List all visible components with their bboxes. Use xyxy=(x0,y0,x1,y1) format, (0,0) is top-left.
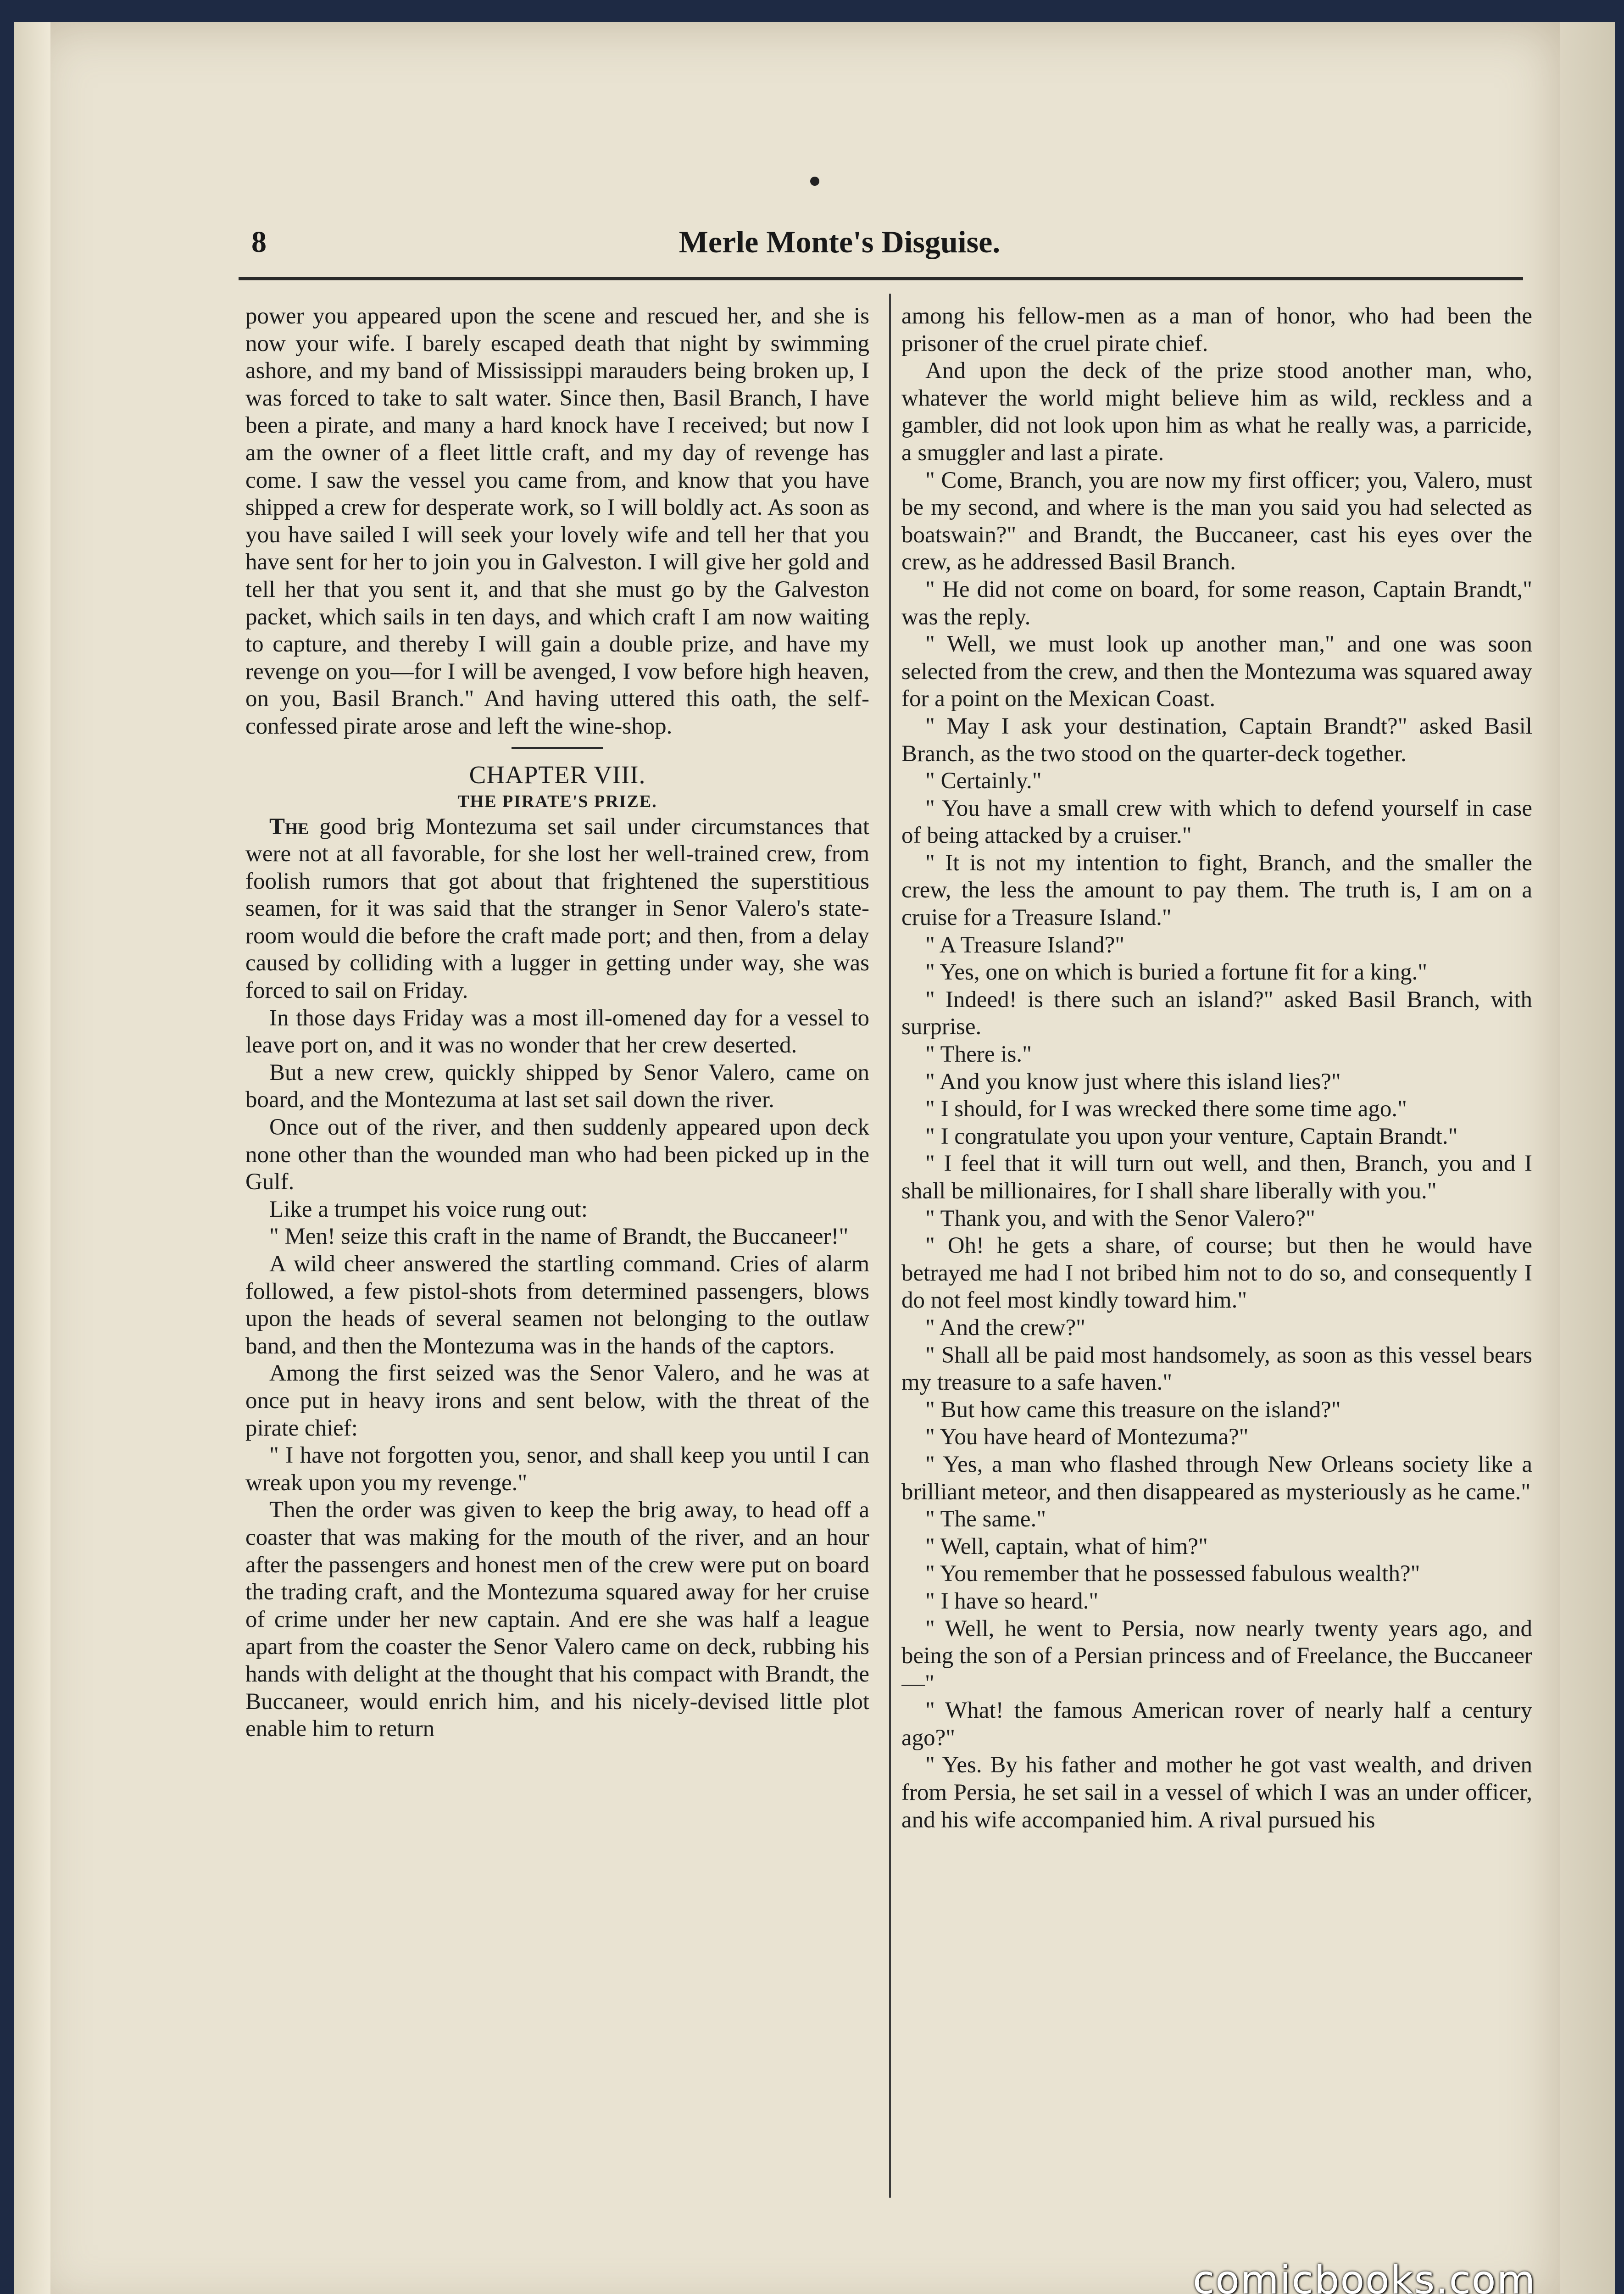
paragraph: " The same." xyxy=(925,1506,1046,1532)
paragraph: " Shall all be paid most handsomely, as soon as this vessel bears my treasure to a safe haven." xyxy=(901,1342,1532,1396)
page-edge xyxy=(1560,22,1615,2294)
paragraph: " It is not my intention to fight, Branch, and the smaller the crew, the less the amount to pay them. The truth is, I am on a cruise for a Treasure Island." xyxy=(901,850,1532,931)
paragraph: " What! the famous American rover of nearly half a century ago?" xyxy=(901,1698,1532,1751)
chapter-first-word: The xyxy=(269,813,309,840)
paragraph: In those days Friday was a most ill-omened day for a vessel to leave port on, and it was no wonder that her crew deserted. xyxy=(245,1005,869,1058)
left-column xyxy=(245,303,869,2202)
paragraph: " Oh! he gets a share, of course; but then he would have betrayed me had I not bribed him not to do so, and consequently I do not feel most kindly toward him." xyxy=(901,1233,1532,1314)
paragraph: Among the first seized was the Senor Valero, and he was at once put in heavy irons and sent below, with the threat of the pirate chief: xyxy=(245,1360,869,1441)
paragraph: " You have heard of Montezuma?" xyxy=(925,1424,1249,1450)
paragraph: " You have a small crew with which to defend yourself in case of being attacked by a cruiser." xyxy=(901,795,1532,849)
paragraph: A wild cheer answered the startling command. Cries of alarm followed, a few pistol-shots from determined passengers, blows upon the heads of several seamen not belonging to the outlaw band, and then the Montezuma was in the hands of the captors. xyxy=(245,1251,869,1359)
paragraph-text: good brig Montezuma set sail under circumstances that were not at all favorable, for she lost her well-trained crew, from foolish rumors that got about that frightened the superstitious seamen, for it was said that the stranger in Senor Valero's state-room would die before the craft made port; and then, from a delay caused by colliding with a lugger in getting under way, she was forced to sail on Friday. xyxy=(245,813,869,1004)
paragraph: " There is." xyxy=(925,1041,1032,1068)
paragraph: " And the crew?" xyxy=(925,1314,1085,1341)
paragraph: " Well, captain, what of him?" xyxy=(925,1533,1208,1559)
paragraph: But a new crew, quickly shipped by Senor Valero, came on board, and the Montezuma at last set sail down the river. xyxy=(245,1059,869,1113)
paragraph: " May I ask your destination, Captain Brandt?" asked Basil Branch, as the two stood on the quarter-deck together. xyxy=(901,713,1532,767)
paragraph: Like a trumpet his voice rung out: xyxy=(269,1196,588,1222)
paragraph: " Men! seize this craft in the name of Brandt, the Buccaneer!" xyxy=(269,1224,849,1250)
paragraph: " He did not come on board, for some reason, Captain Brandt," was the reply. xyxy=(901,576,1532,630)
paragraph: " Come, Branch, you are now my first officer; you, Valero, must be my second, and where is the man you said you had selected as boatswain?" and Brandt, the Buccaneer, cast his eyes over the crew, as he addressed Basil Branch. xyxy=(901,467,1532,575)
paragraph: " But how came this treasure on the island?" xyxy=(925,1397,1341,1423)
paragraph: " Thank you, and with the Senor Valero?" xyxy=(925,1205,1315,1231)
paragraph: " I have so heard." xyxy=(925,1588,1099,1614)
paragraph: " I should, for I was wrecked there some time ago." xyxy=(925,1096,1407,1122)
chapter-title: CHAPTER VIII. xyxy=(469,760,646,789)
page-number: 8 xyxy=(251,225,267,259)
paragraph: among his fellow-men as a man of honor, who had been the prisoner of the cruel pirate chief. xyxy=(901,303,1532,356)
paragraph xyxy=(245,813,869,1005)
print-dot xyxy=(810,177,819,186)
chapter-subtitle: THE PIRATE'S PRIZE. xyxy=(457,791,657,811)
watermark: comicbooks.com xyxy=(1193,2257,1536,2294)
column-divider xyxy=(889,294,891,2198)
running-title: Merle Monte's Disguise. xyxy=(679,224,1001,259)
paragraph: " I feel that it will turn out well, and then, Branch, you and I shall be millionaires, for I shall share liberally with you." xyxy=(901,1151,1532,1204)
paragraph: " Well, we must look up another man," and one was soon selected from the crew, and then the Montezuma was squared away for a point on the Mexican Coast. xyxy=(901,631,1532,712)
paragraph: " Yes, one on which is buried a fortune fit for a king." xyxy=(925,959,1428,986)
paragraph: " Well, he went to Persia, now nearly twenty years ago, and being the son of a Persian princess and of Freelance, the Buccaneer —" xyxy=(901,1615,1532,1696)
paragraph: " Yes, a man who flashed through New Orleans society like a brilliant meteor, and then disappeared as mysteriously as he came." xyxy=(901,1451,1532,1505)
paragraph: Then the order was given to keep the brig away, to head off a coaster that was making for the mouth of the river, and an hour after the passengers and honest men of the crew were put on board the trading craft, and the Montezuma squared away for her cruise of crime under her new captain. And ere she was half a league apart from the coaster the Senor Valero came on deck, rubbing his hands with delight at the thought that his compact with Brandt, the Buccaneer, would enrich him, and his nicely-devised little plot enable him to return xyxy=(245,1497,869,1742)
paragraph: " I have not forgotten you, senor, and shall keep you until I can wreak upon you my revenge." xyxy=(245,1442,869,1496)
paragraph: " And you know just where this island lies?" xyxy=(925,1069,1341,1095)
paragraph: " You remember that he possessed fabulous wealth?" xyxy=(925,1561,1420,1587)
paragraph: " Indeed! is there such an island?" asked Basil Branch, with surprise. xyxy=(901,986,1532,1040)
header-rule xyxy=(239,277,1523,280)
paragraph: " Yes. By his father and mother he got vast wealth, and driven from Persia, he set sail in a vessel of which I was an under officer, and his wife accompanied him. A rival pursued his xyxy=(901,1752,1532,1833)
paragraph: And upon the deck of the prize stood another man, who, whatever the world might believe him as wild, reckless and a gambler, did not look upon him as what he really was, a parricide, a smuggler and last a pirate. xyxy=(901,358,1532,466)
section-separator xyxy=(512,747,603,749)
paragraph: " Certainly." xyxy=(925,768,1042,794)
right-column xyxy=(901,303,1532,2202)
paragraph: power you appeared upon the scene and rescued her, and she is now your wife. I barely escaped death that night by swimming ashore, and my band of Mississippi marauders being broken up, I was forced to take to salt water. Since then, Basil Branch, I have been a pirate, and many a hard knock have I received; but now I am the owner of a fleet little craft, and my day of revenge has come. I saw the vessel you came from, and know that you have shipped a crew for desperate work, so I will boldly act. As soon as you have sailed I will seek your lovely wife and tell her that you have sent for her to join you in Galveston. I will give her gold and tell her that you sent it, and that she must go by the Galveston packet, which sails in ten days, and which craft I am now waiting to capture, and thereby I will gain a double prize, and have my revenge on you—for I will be avenged, I vow before high heaven, on you, Basil Branch." And having uttered this oath, the self-confessed pirate arose and left the wine-shop. xyxy=(245,303,869,739)
paragraph: " A Treasure Island?" xyxy=(925,932,1125,958)
paragraph: " I congratulate you upon your venture, Captain Brandt." xyxy=(925,1123,1458,1149)
paragraph: Once out of the river, and then suddenly appeared upon deck none other than the wounded man who had been picked up in the Gulf. xyxy=(245,1114,869,1195)
